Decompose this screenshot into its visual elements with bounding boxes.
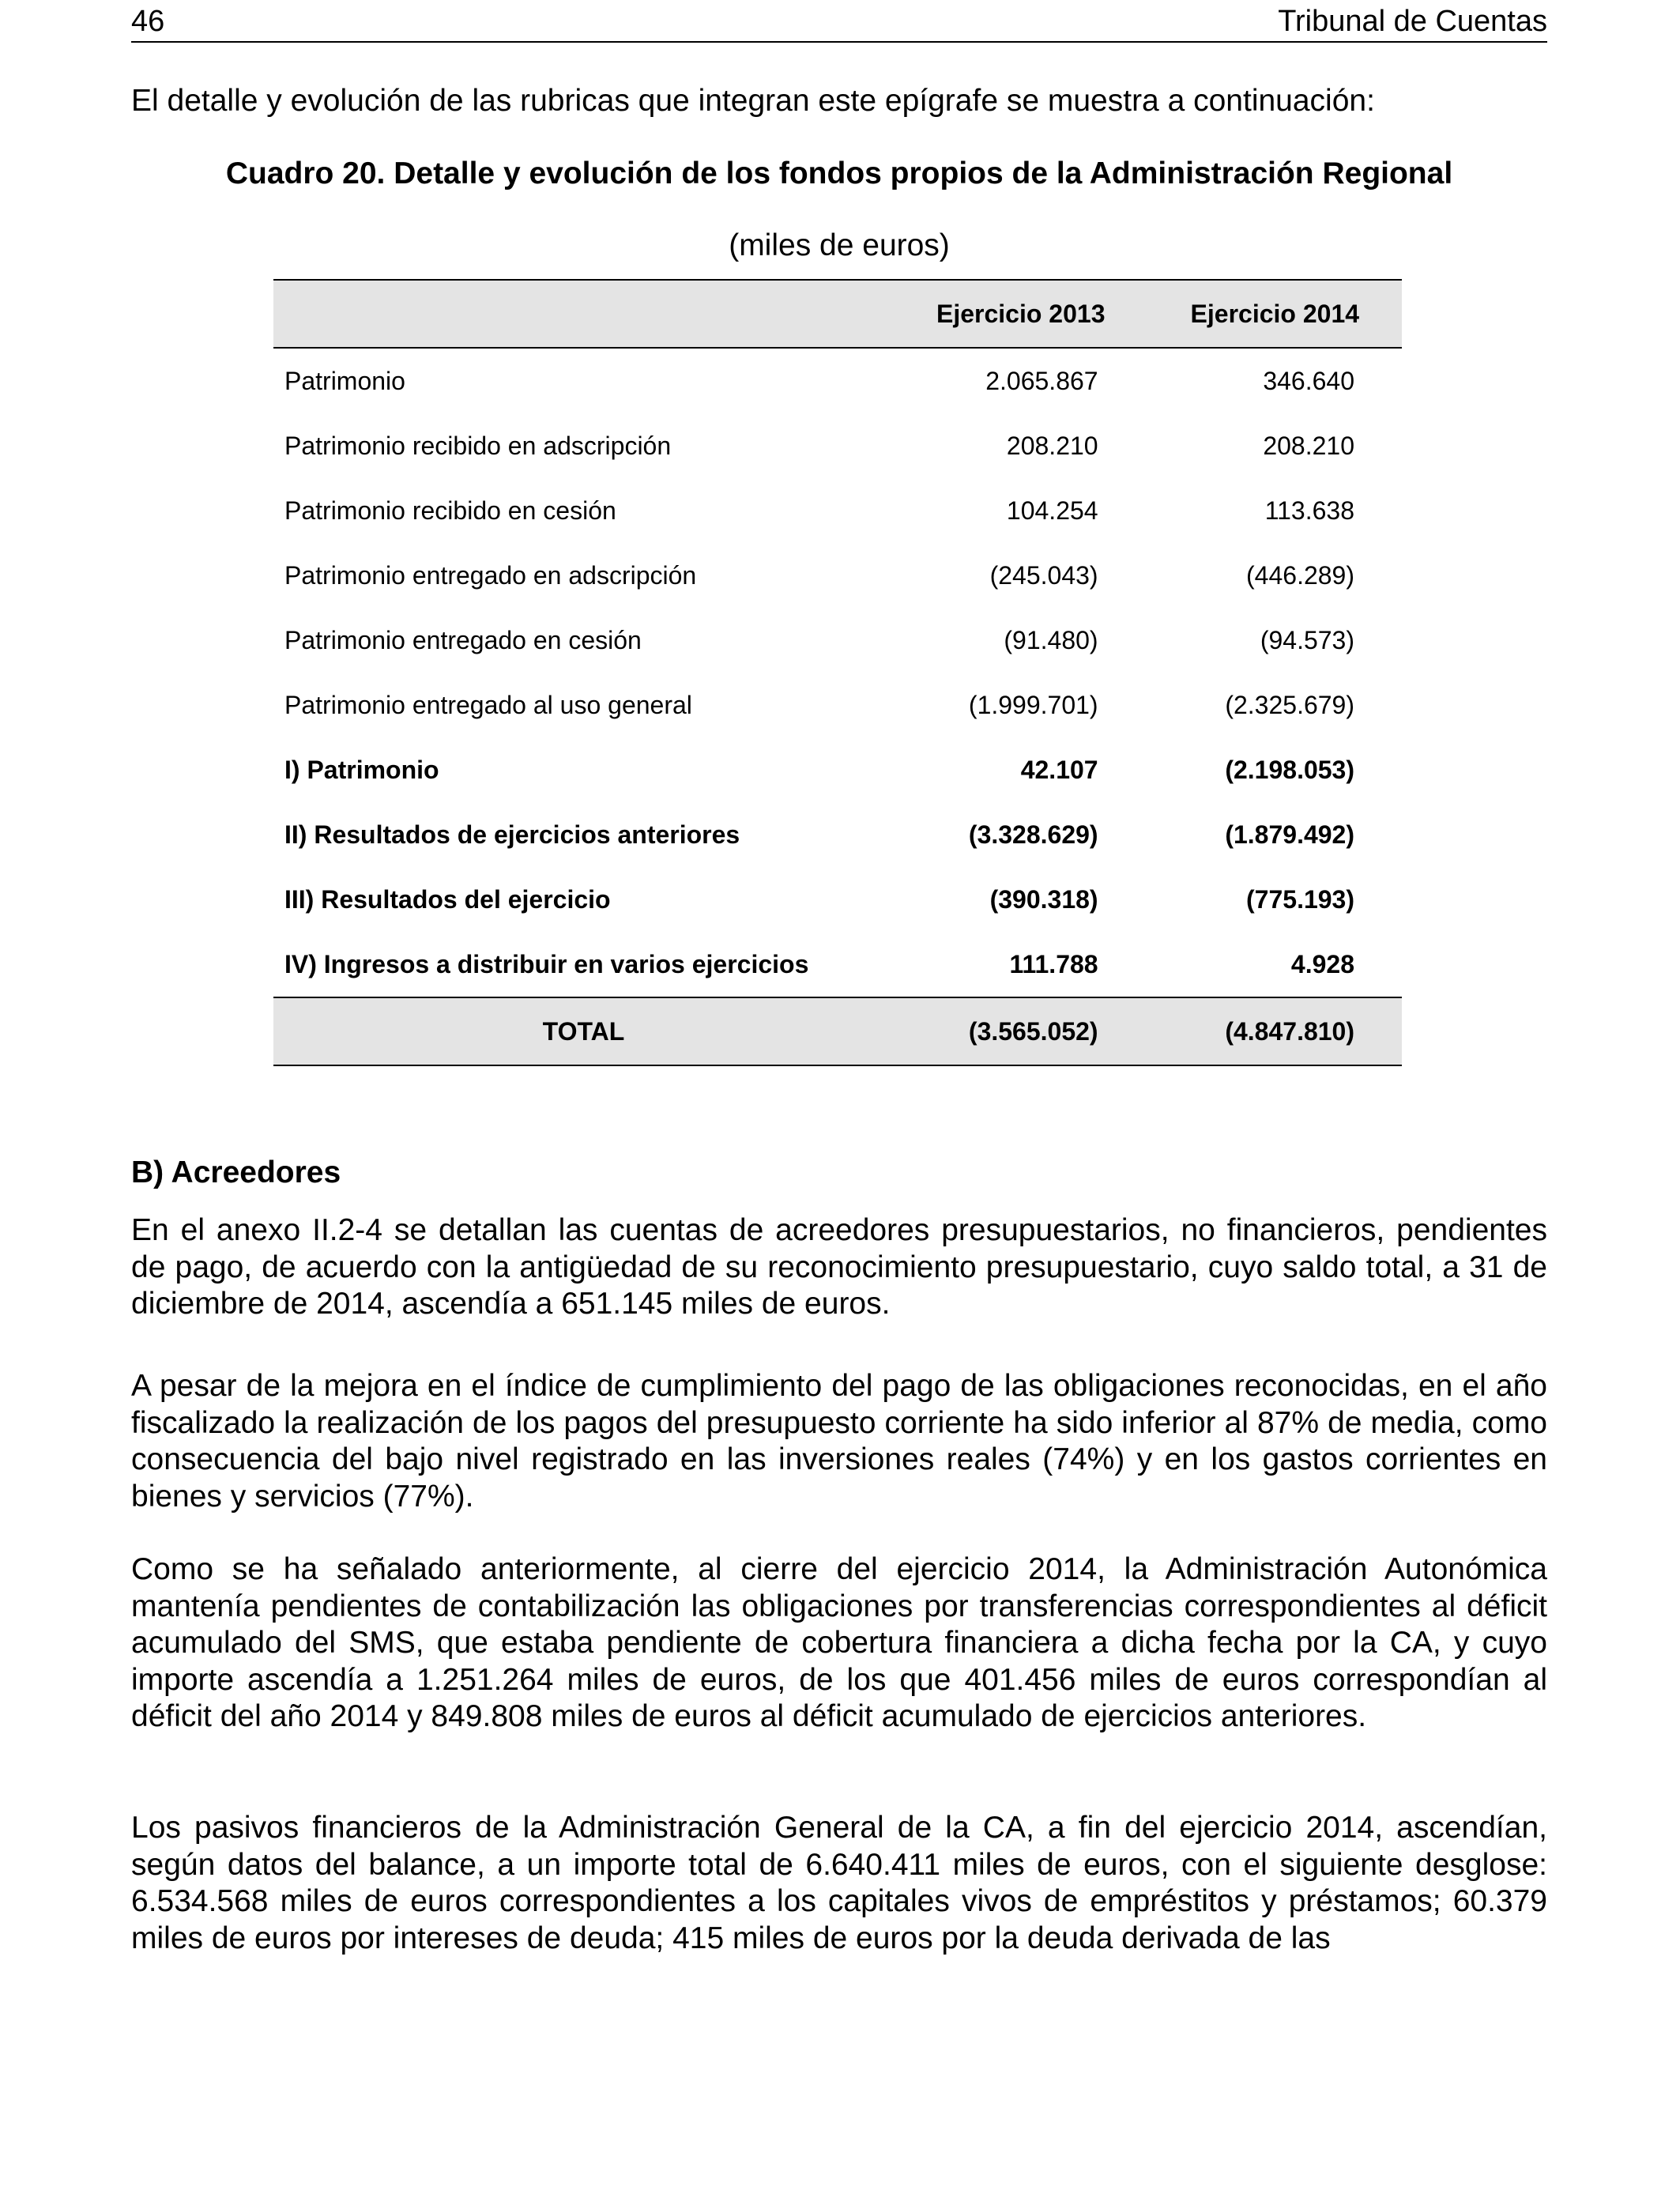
table-row-total xyxy=(273,997,1402,1065)
total-value-2014: (4.847.810) xyxy=(1148,997,1402,1065)
total-label: TOTAL xyxy=(273,997,894,1065)
table-row-subtotal xyxy=(273,867,1402,932)
row-label: Patrimonio entregado al uso general xyxy=(284,690,692,719)
intro-text: El detalle y evolución de las rubricas que integran este epígrafe se muestra a continuación: xyxy=(131,84,1375,118)
row-value-2013: (3.328.629) xyxy=(968,820,1098,849)
row-label: III) Resultados del ejercicio xyxy=(284,884,611,914)
total-value-2013: (3.565.052) xyxy=(894,997,1148,1065)
table-row-subtotal xyxy=(273,737,1402,802)
row-label: Patrimonio entregado en adscripción xyxy=(284,560,697,590)
table-row xyxy=(273,543,1402,608)
row-value-2014: 208.210 xyxy=(1263,431,1354,460)
table-row xyxy=(273,348,1402,413)
paragraph: Como se ha señalado anteriormente, al cierre del ejercicio 2014, la Administración Autonómica mantenía pendientes de contabilización las obligaciones por transferencias correspondientes al déficit acumulado del SMS, que estaba pendiente de cobertura financiera a dicha fecha por la CA, y cuyo importe ascendía a 1.251.264 miles de euros, de los que 401.456 miles de euros correspondían al déficit del año 2014 y 849.808 miles de euros al déficit acumulado de ejercicios anteriores. xyxy=(131,1552,1547,1733)
row-value-2013: (245.043) xyxy=(989,560,1098,590)
table-row xyxy=(273,673,1402,737)
row-value-2013: 208.210 xyxy=(1006,431,1098,460)
row-label: I) Patrimonio xyxy=(284,755,439,784)
page-header xyxy=(131,0,1547,43)
row-label: Patrimonio entregado en cesión xyxy=(284,625,642,654)
table-row-subtotal xyxy=(273,802,1402,867)
row-label: IV) Ingresos a distribuir en varios ejercicios xyxy=(284,949,809,978)
table-row xyxy=(273,608,1402,673)
row-value-2013: 2.065.867 xyxy=(985,366,1098,395)
row-value-2013: 42.107 xyxy=(1020,755,1098,784)
row-value-2014: 113.638 xyxy=(1264,496,1354,525)
row-value-2013: 104.254 xyxy=(1006,496,1098,525)
row-value-2013: (390.318) xyxy=(989,884,1098,914)
row-label: Patrimonio recibido en cesión xyxy=(284,496,616,525)
table-row xyxy=(273,478,1402,543)
table-header-row xyxy=(273,280,1402,348)
equity-table xyxy=(273,279,1402,1066)
row-value-2014: (2.198.053) xyxy=(1225,755,1354,784)
row-value-2014: 4.928 xyxy=(1290,949,1354,978)
row-value-2014: (1.879.492) xyxy=(1225,820,1354,849)
row-value-2014: (775.193) xyxy=(1246,884,1354,914)
table-title: Cuadro 20. Detalle y evolución de los fondos propios de la Administración Regional xyxy=(225,156,1453,190)
row-value-2014: (94.573) xyxy=(1260,625,1354,654)
header-cell-label xyxy=(273,280,894,348)
row-label: Patrimonio recibido en adscripción xyxy=(284,431,672,460)
row-value-2014: 346.640 xyxy=(1263,366,1354,395)
paragraph: A pesar de la mejora en el índice de cumplimiento del pago de las obligaciones reconocidas, en el año fiscalizado la realización de los pagos del presupuesto corriente ha sido inferior al 87% de media, como consecuencia del bajo nivel registrado en las inversiones reales (74%) y en los gastos corrientes en bienes y servicios (77%). xyxy=(131,1369,1547,1514)
paragraph: Los pasivos financieros de la Administración General de la CA, a fin del ejercicio 2014, ascendían, según datos del balance, a un importe total de 6.640.411 miles de euros, con el siguiente desglose: 6.534.568 miles de euros correspondientes a los capitales vivos de empréstitos y préstamos; 60.379 miles de euros por intereses de deuda; 415 miles de euros por la deuda derivada de las xyxy=(131,1811,1547,1955)
section-title: B) Acreedores xyxy=(131,1155,341,1189)
table-units: (miles de euros) xyxy=(729,228,950,262)
row-value-2013: 111.788 xyxy=(1009,949,1098,978)
page-number: 46 xyxy=(131,5,165,38)
row-label: II) Resultados de ejercicios anteriores xyxy=(284,820,740,849)
header-organization: Tribunal de Cuentas xyxy=(1278,5,1547,38)
row-value-2014: (446.289) xyxy=(1246,560,1354,590)
row-value-2013: (1.999.701) xyxy=(968,690,1098,719)
row-label: Patrimonio xyxy=(284,366,405,395)
header-cell-2014: Ejercicio 2014 xyxy=(1148,280,1402,348)
row-value-2014: (2.325.679) xyxy=(1225,690,1354,719)
table-row xyxy=(273,413,1402,478)
header-cell-2013: Ejercicio 2013 xyxy=(894,280,1148,348)
row-value-2013: (91.480) xyxy=(1004,625,1098,654)
table-row-subtotal xyxy=(273,932,1402,997)
paragraph: En el anexo II.2-4 se detallan las cuentas de acreedores presupuestarios, no financieros, pendientes de pago, de acuerdo con la antigüedad de su reconocimiento presupuestario, cuyo saldo total, a 31 de diciembre de 2014, ascendía a 651.145 miles de euros. xyxy=(131,1213,1547,1321)
